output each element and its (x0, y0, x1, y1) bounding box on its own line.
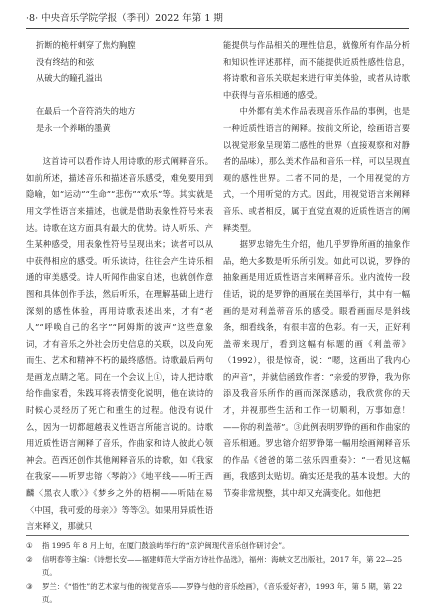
header-rule (26, 28, 409, 29)
footnote-rule (26, 535, 409, 536)
footnote-text: 信明春等主编：《诗想长安——福建师范大学南方诗社作品选》，福州：海峡文艺出版社，2017 年，第 22—25 页。 (42, 554, 403, 577)
footnote (26, 539, 409, 553)
footnotes (26, 539, 409, 607)
footnote-mark: ② (26, 554, 33, 564)
poem-line: 折断的桅杆刺穿了焦灼胸膛 (36, 40, 136, 50)
footnote-mark: ① (26, 541, 33, 550)
body-paragraph: 中外都有美术作品表现音乐作品的事例，也是一种近质性语言的阐释。按前文所论，绘画语言要以视觉形象呈现第二感性的世界（直接观察和对静者的品味），那么美术作品和音乐一样，可以呈现直观的感性世界。二者不同的是，一个用视觉的方式，一个用听觉的方式。因此，用视觉语言来阐释音乐、或者相反，属于直觉直观的近质性语言的阐释类型。 (223, 106, 410, 233)
stanza-gap (26, 87, 213, 104)
body-paragraph: 据罗忠镕先生介绍，他几乎罗铮所画的抽象作品，绝大多数是听乐所引发。如此可以说，罗铮的抽象画是用近质性语言来阐释音乐。业内流传一段佳话，说的是罗铮的画展在美国举行，其中有一幅画的是对利盖蒂音乐的感受。眼看画面尽是斜线条，细看线条，有很丰富的色彩。有一天，正好利盖蒂来现厅，看到这幅有标题的画《利盖蒂》（1992），很是惊奇，说：“嗯，这画出了我内心的声音”，并就信函致作者：“亲爱的罗铮，我为你添及我音乐所作的画而深深感动，我欣赏你的天才，并视那些生活和工作一切顺利，万事如意！——你的利盖蒂”。③此例表明罗铮的画和作曲家的音乐相通。罗忠镕介绍罗铮第一幅用绘画阐释音乐的作品《爸爸的第二弦乐四重奏》：“一看见这幅画，我感到太贴切。确实还是我的基本设想。大的节奏非常规整，其中却又充满变化。如他把 (223, 239, 410, 499)
poem-line: 在最后一个音符消失的地方 (36, 106, 136, 117)
footnote (26, 580, 409, 607)
right-column (223, 37, 410, 502)
poem-line: 是永一个养晰的墨黄 (36, 122, 111, 133)
footnote-text: 罗兰：《“悟性”的艺术家与他的视觉音乐——罗铮与他的音乐绘画》，《音乐爱好者》，1993 年，第 5 期，第 22 页。 (42, 581, 403, 604)
poem-stanza-1 (26, 37, 213, 87)
footnote-mark: ③ (26, 581, 33, 591)
poem-line: 从破大的瞳孔溢出 (36, 73, 103, 84)
poem-line: 没有终结的和弦 (36, 56, 95, 67)
running-header: ·8· 中央音乐学院学报（季刊）2022 年第 1 期 (26, 13, 223, 24)
stanza-gap (26, 137, 213, 154)
footnote-text: 指 1995 年 8 月上旬，在厦门鼓浪屿举行的“京沪闽现代音乐创作研讨会”。 (42, 541, 290, 550)
left-column (26, 37, 213, 535)
poem-stanza-2 (26, 103, 213, 136)
body-paragraph: 这首诗可以看作诗人用诗歌的形式阐释音乐。如前所述，描述音乐和描述音乐感受，难免要用到隐喻，如“运动”“生命”“悲伤”“欢乐”等。其实就是用文学性语言来描述，也就是借助表象性符号来表达。诗歌在这方面具有最大的优势。诗人听乐、产生某种感受，用表象性符号呈现出来；读者可以从中获得相应的感受。听乐读诗，往往会产生诗乐相通的审美感受。诗人听闻作曲家自述，也就创作意图和具体创作手法，然后听乐，在理解基础上进行深刻的感性体验，再用诗歌表述出来，才有“老人”“呼唤自己的名字”“阿姆斯的波声”这些意象词，才有音乐之外社会历史信息的关联，以及向死而生、艺术和精神不朽的最终感悟。诗歌最后两句是画龙点睛之笔。同在一个会议上①，诗人把诗歌给作曲家看，朱践耳将表情变化说明，他在读诗的时候心灵经历了死亡和重生的过程。他没有说什么，因为一切都超越表义性语言所能言说的。诗歌用近质性语言阐释了音乐，作曲家和诗人彼此心领神会。芭西还创作其他阐释音乐的诗歌，如《我家在我家——听罗忠镕〈琴韵〉》《地平线——听王西麟〈黑衣人歌〉》《梦乡之外的梧桐——听陆在易〈中国，我可爱的母亲〉》等等②。如果用异质性语言来释义，那就只 (26, 156, 213, 532)
body-paragraph-continued: 能提供与作品相关的理性信息，就像所有作品分析和知识性评述那样，而不能提供近质性感性信息，将诗歌和音乐关联起来进行审美体验，或者从诗歌中获得与音乐相通的感受。 (223, 40, 410, 100)
footnote (26, 553, 409, 580)
